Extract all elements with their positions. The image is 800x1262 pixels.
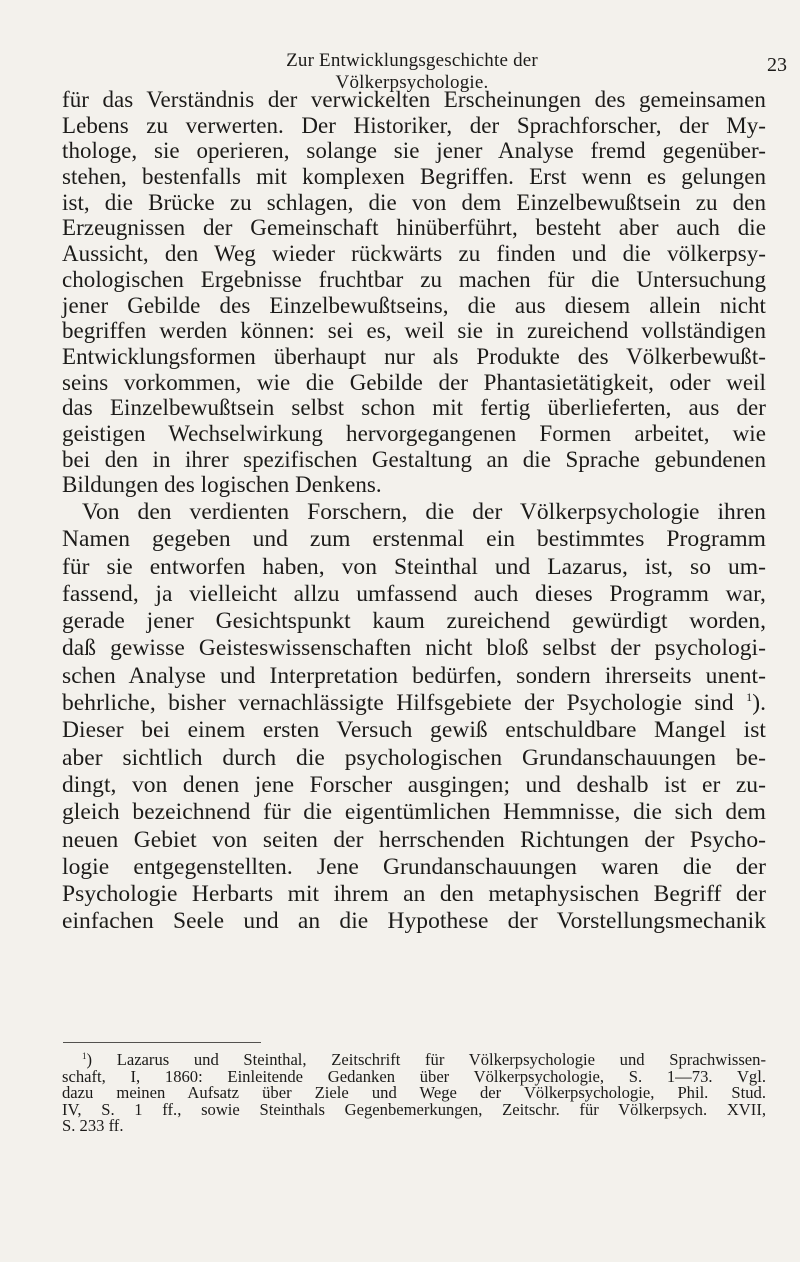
text-line: Entwicklungsformen überhaupt nur als Produkte des Völkerbewußt- <box>62 343 766 369</box>
text-line: Namen gegeben und zum erstenmal ein bestimmtes Programm <box>62 526 766 553</box>
paragraph-1 <box>62 87 766 498</box>
text-line: ist, die Brücke zu schlagen, die von dem Einzelbewußtsein zu den <box>62 189 766 215</box>
footnote-line: schaft, I, 1860: Einleitende Gedanken über Völkerpsychologie, S. 1—73. Vgl. <box>62 1066 766 1086</box>
footnote-block <box>62 1052 766 1135</box>
text-line: behrliche, bisher vernachlässigte Hilfsgebiete der Psychologie sind <box>62 690 734 717</box>
text-line: seins vorkommen, wie die Gebilde der Phantasietätigkeit, oder weil <box>62 369 766 395</box>
text-line: daß gewisse Geisteswissenschaften nicht bloß selbst der psychologi- <box>62 635 766 662</box>
main-text <box>62 87 766 936</box>
page-number: 23 <box>767 54 787 76</box>
footnote-reference: 1 <box>746 690 753 705</box>
text-line: bei den in ihrer spezifischen Gestaltung an die Sprache gebundenen <box>62 446 766 472</box>
paragraph-2 <box>62 499 766 936</box>
running-header-title: Zur Entwicklungsgeschichte der Völkerpsychologie. <box>286 50 538 93</box>
footnote-line: S. 233 ff. <box>62 1116 124 1136</box>
text-line: gleich bezeichnend für die eigentümlichen Hemmnisse, die sich dem <box>62 799 766 826</box>
text-line: begriffen werden können: sei es, weil sie in zureichend vollständigen <box>62 318 766 344</box>
text-line-with-footnote <box>62 690 766 717</box>
text-line: logie entgegenstellten. Jene Grundanschauungen waren die der <box>62 853 766 880</box>
text-line: jener Gebilde des Einzelbewußtseins, die aus diesem allein nicht <box>62 292 766 318</box>
text-line: schen Analyse und Interpretation bedürfen, sondern ihrerseits unent- <box>62 662 766 689</box>
text-line: gerade jener Gesichtspunkt kaum zureichend gewürdigt worden, <box>62 608 766 635</box>
text-line: chologischen Ergebnisse fruchtbar zu machen für die Untersuchung <box>62 266 766 292</box>
text-line: dingt, von denen jene Forscher ausgingen; und deshalb ist er zu- <box>62 771 766 798</box>
text-line: Lebens zu verwerten. Der Historiker, der Sprachforscher, der My- <box>62 112 766 138</box>
text-line: stehen, bestenfalls mit komplexen Begriffen. Erst wenn es gelungen <box>62 164 766 190</box>
text-line: fassend, ja vielleicht allzu umfassend auch dieses Programm war, <box>62 580 766 607</box>
text-line: thologe, sie operieren, solange sie jener Analyse fremd gegenüber- <box>62 138 766 164</box>
text-line: Dieser bei einem ersten Versuch gewiß entschuldbare Mangel ist <box>62 717 766 744</box>
footnote-text: ) Lazarus und Steinthal, Zeitschrift für Völkerpsychologie und Sprachwissen- <box>86 1050 766 1069</box>
footnote-divider <box>63 1042 261 1043</box>
text-line: einfachen Seele und an die Hypothese der Vorstellungsmechanik <box>62 908 766 935</box>
footnote-marker: 1 <box>82 1051 87 1061</box>
text-line: Bildungen des logischen Denkens. <box>62 472 382 498</box>
footnote-line: dazu meinen Aufsatz über Ziele und Wege der Völkerpsychologie, Phil. Stud. <box>62 1083 766 1103</box>
text-line: geistigen Wechselwirkung hervorgegangenen Formen arbeitet, wie <box>62 420 766 446</box>
text-line: für sie entworfen haben, von Steinthal und Lazarus, ist, so um- <box>62 553 766 580</box>
text-line: Von den verdienten Forschern, die der Völkerpsychologie ihren <box>82 499 766 525</box>
text-line: Aussicht, den Weg wieder rückwärts zu finden und die völkerpsy- <box>62 241 766 267</box>
footnote-line: IV, S. 1 ff., sowie Steinthals Gegenbemerkungen, Zeitschr. für Völkerpsych. XVII, <box>62 1099 766 1119</box>
text-line: das Einzelbewußtsein selbst schon mit fertig überlieferten, aus der <box>62 395 766 421</box>
footnote-reference-close: ). <box>752 690 766 717</box>
text-line: Psychologie Herbarts mit ihrem an den metaphysischen Begriff der <box>62 881 766 908</box>
text-line: für das Verständnis der verwickelten Erscheinungen des gemeinsamen <box>62 87 766 112</box>
text-line: neuen Gebiet von seiten der herrschenden Richtungen der Psycho- <box>62 826 766 853</box>
text-line: Erzeugnissen der Gemeinschaft hinüberführt, besteht aber auch die <box>62 215 766 241</box>
text-line: aber sichtlich durch die psychologischen Grundanschauungen be- <box>62 744 766 771</box>
